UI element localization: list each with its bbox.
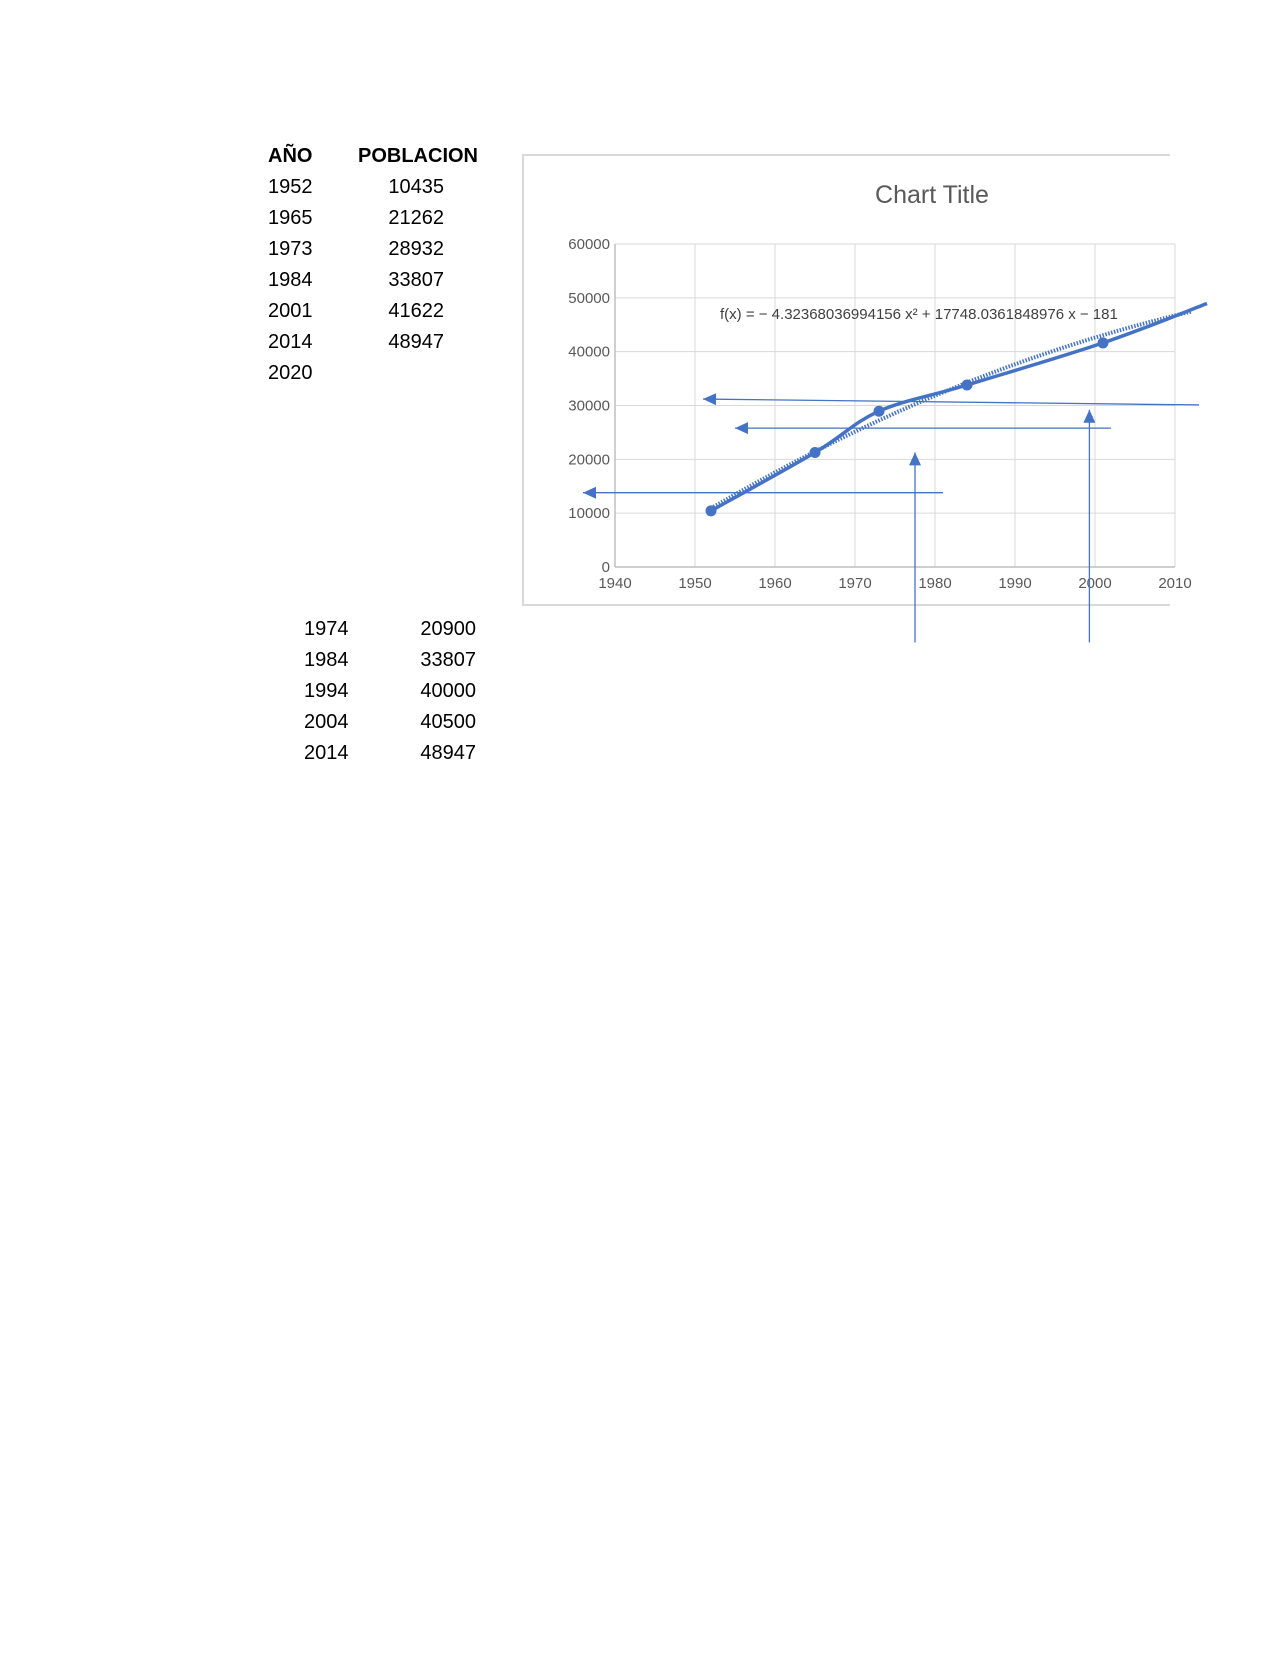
trendline	[711, 312, 1191, 509]
chart-title: Chart Title	[875, 181, 989, 209]
population-cell: 33807	[388, 269, 444, 291]
year-cell: 2004	[304, 711, 349, 733]
data-table-main	[268, 141, 478, 391]
population-cell: 48947	[420, 742, 476, 764]
year-cell: 2014	[268, 331, 313, 353]
header-population: POBLACION	[358, 145, 478, 167]
series-path	[711, 304, 1207, 511]
population-cell: 40500	[420, 711, 476, 733]
header-year: AÑO	[268, 145, 313, 167]
data-point	[962, 380, 973, 391]
annotation-arrowhead	[583, 487, 596, 499]
year-cell: 1973	[268, 238, 313, 260]
population-cell: 28932	[388, 238, 444, 260]
population-cell: 10435	[388, 176, 444, 198]
year-cell: 2014	[304, 742, 349, 764]
y-tick-label: 40000	[568, 343, 610, 361]
population-cell: 21262	[388, 207, 444, 229]
trendline-equation: f(x) = − 4.32368036994156 x² + 17748.0361848976 x − 181	[720, 306, 1118, 323]
year-cell: 1984	[304, 649, 349, 671]
series-markers	[706, 337, 1109, 516]
y-tick-label: 20000	[568, 451, 610, 469]
population-cell: 33807	[420, 649, 476, 671]
x-tick-label: 1940	[598, 575, 632, 592]
year-cell: 2001	[268, 300, 313, 322]
y-tick-label: 10000	[568, 505, 610, 523]
annotation-arrowhead	[703, 393, 716, 405]
population-cell: 48947	[388, 331, 444, 353]
y-tick-label: 50000	[568, 289, 610, 307]
data-point	[706, 505, 717, 516]
chart-frame	[523, 155, 1170, 605]
year-cell: 1984	[268, 269, 313, 291]
year-cell: 2020	[268, 362, 313, 384]
x-tick-label: 2010	[1158, 575, 1192, 592]
year-cell: 1965	[268, 207, 313, 229]
year-cell: 1994	[304, 680, 349, 702]
data-point	[874, 406, 885, 417]
population-cell: 20900	[420, 618, 476, 640]
y-tick-label: 60000	[568, 236, 610, 253]
series-line	[711, 304, 1207, 511]
x-tick-label: 1950	[678, 575, 712, 592]
data-point	[810, 447, 821, 458]
x-tick-label: 1970	[838, 575, 872, 592]
annotation-arrowhead	[735, 422, 748, 434]
annotation-arrowhead	[1083, 410, 1095, 423]
y-tick-label: 30000	[568, 397, 610, 415]
population-cell: 41622	[388, 300, 444, 322]
x-tick-label: 1980	[918, 575, 952, 592]
x-tick-label: 2000	[1078, 575, 1112, 592]
y-tick-label: 0	[601, 559, 610, 576]
x-tick-label: 1960	[758, 575, 792, 592]
x-tick-label: 1990	[998, 575, 1032, 592]
trendline-path	[711, 312, 1191, 509]
population-cell: 40000	[420, 680, 476, 702]
data-table-second	[304, 614, 484, 774]
data-point	[1098, 337, 1109, 348]
population-chart[interactable]	[522, 154, 1192, 654]
annotation-arrow-line	[703, 399, 1199, 405]
year-cell: 1974	[304, 618, 349, 640]
chart-border	[523, 155, 1170, 605]
year-cell: 1952	[268, 176, 313, 198]
